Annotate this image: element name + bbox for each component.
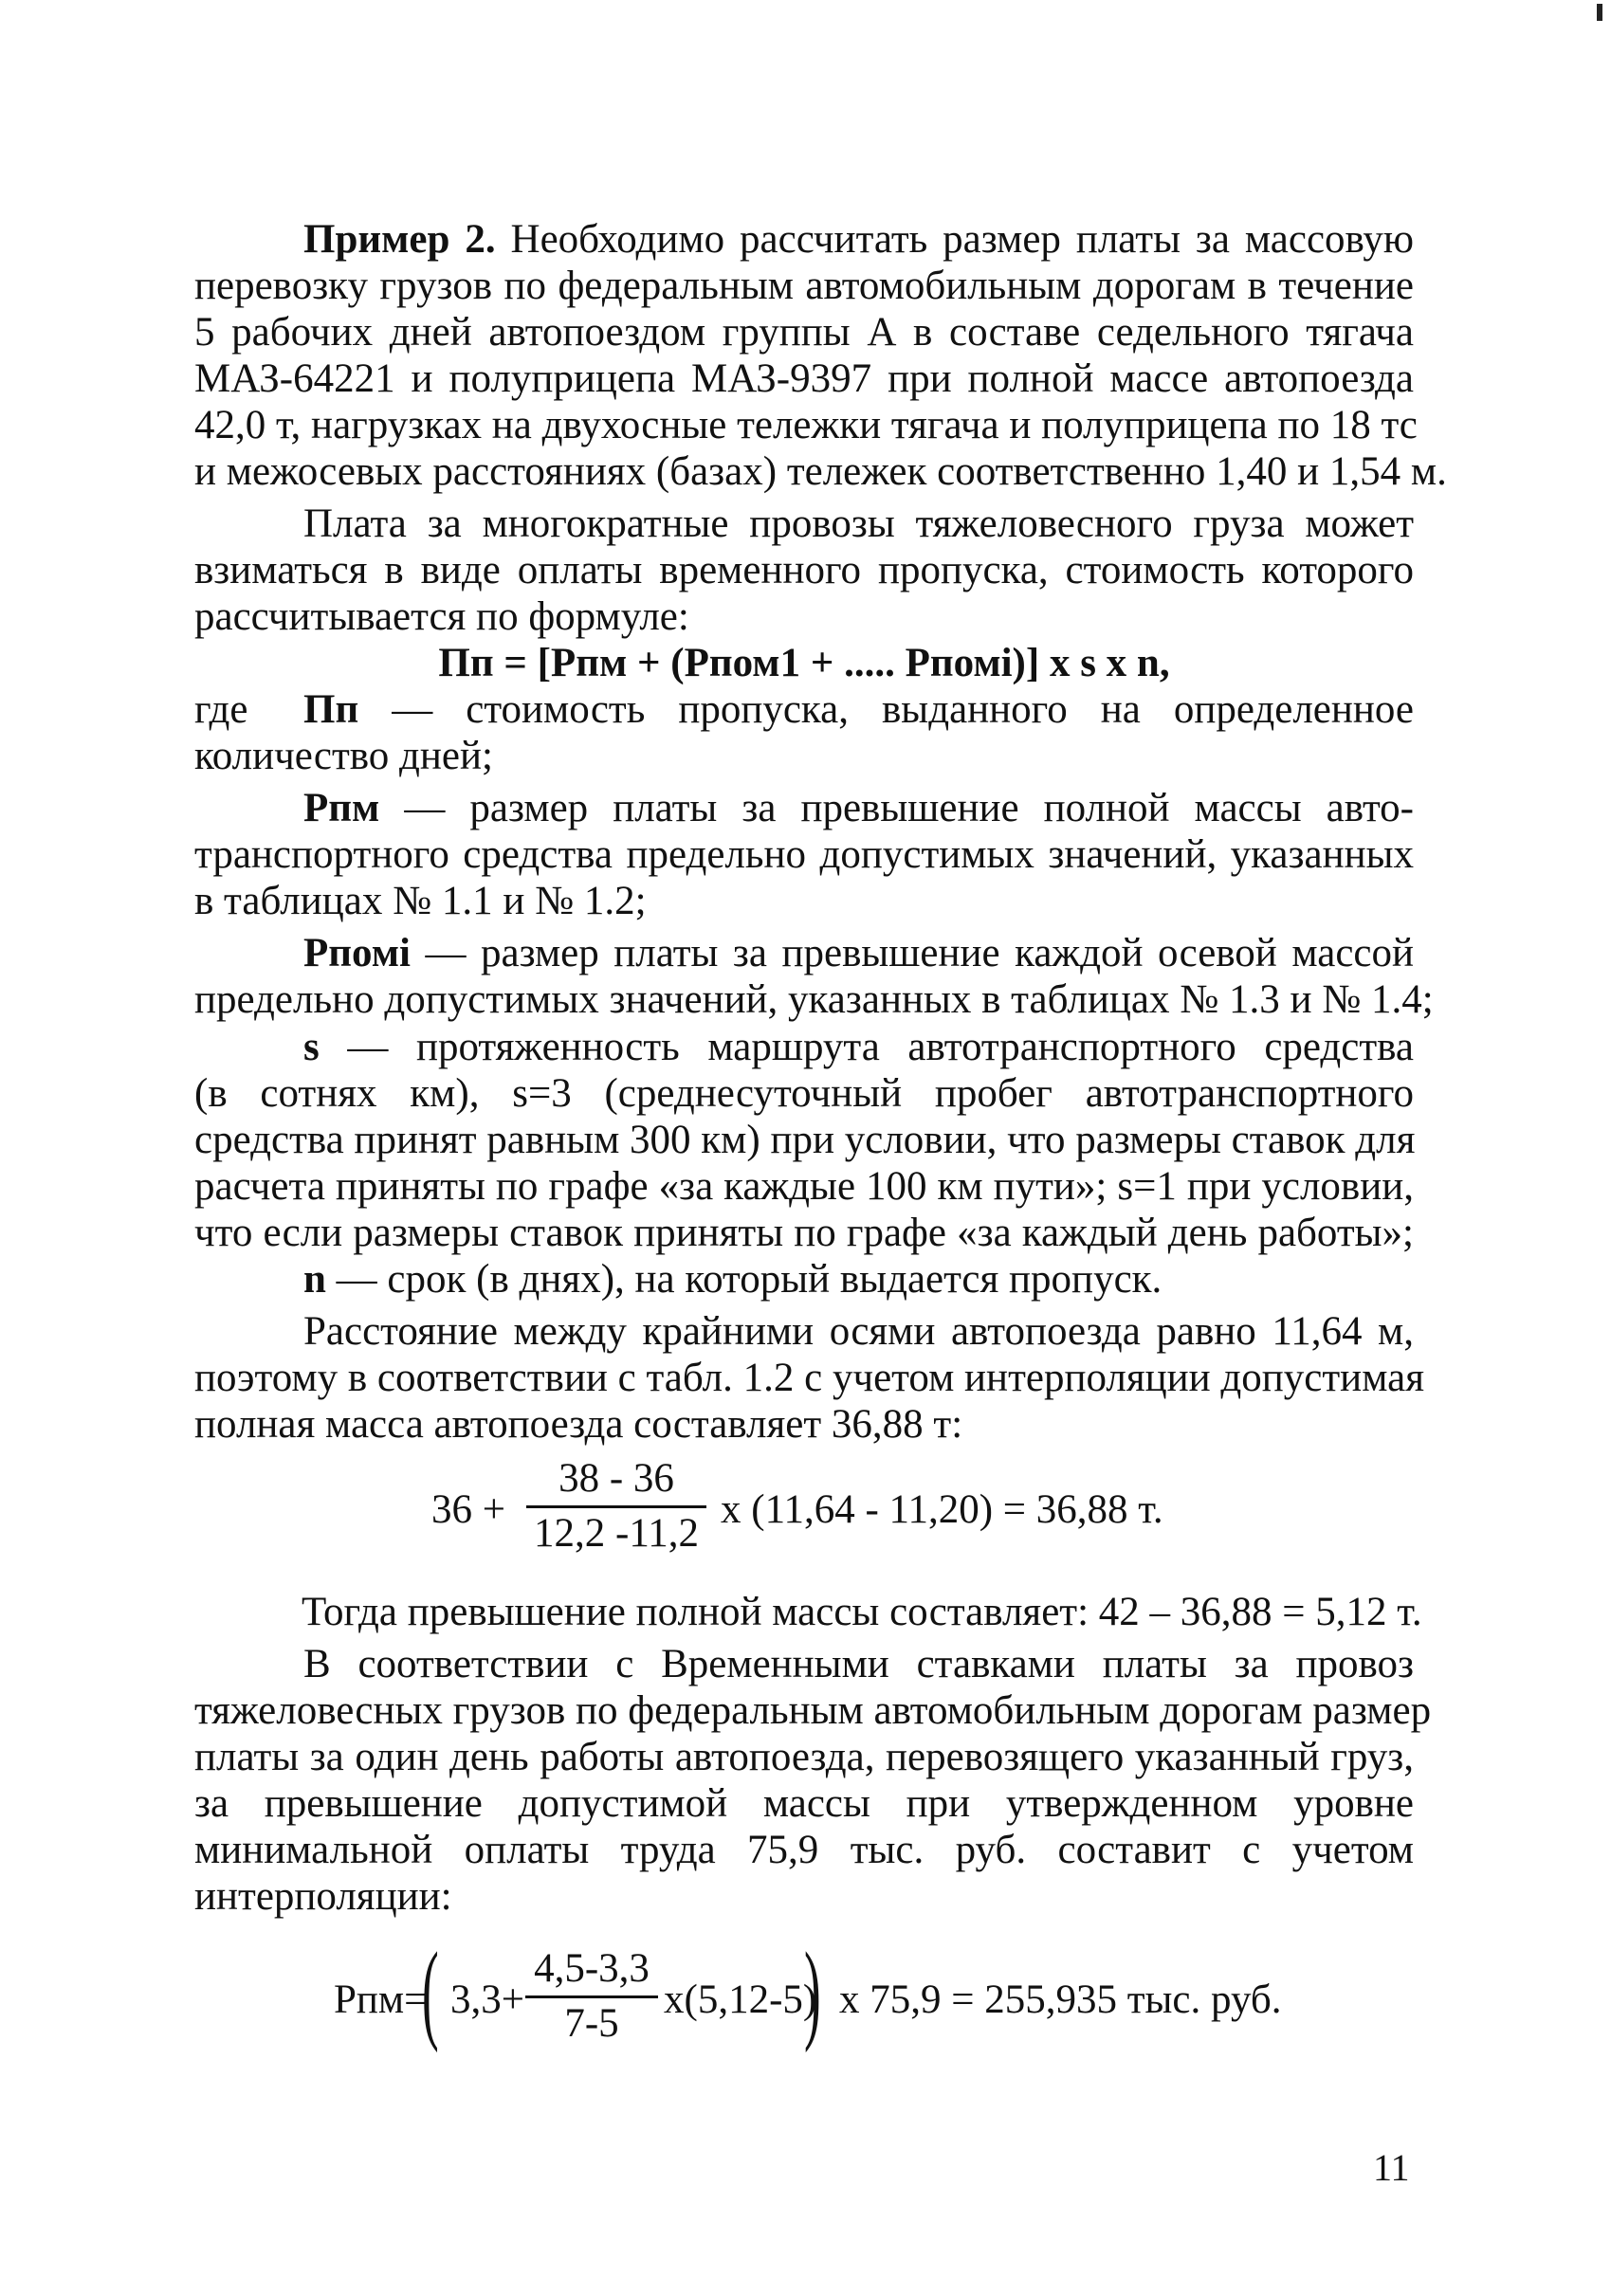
example-text-line: перевозку грузов по федеральным автомобильным дорогам в течение [194, 264, 1414, 308]
formula2-lead: Рпм= [334, 1977, 428, 2022]
example-text-line: и межосевых расстояниях (базах) тележек соответственно 1,40 и 1,54 м. [194, 449, 1447, 494]
definition-rpm-cont: в таблицах № 1.1 и № 1.2; [194, 879, 647, 923]
definition-s-cont: расчета приняты по графе «за каждые 100 км пути»; s=1 при условии, [194, 1164, 1414, 1209]
left-paren: ( [422, 1929, 439, 2053]
term-pp: Пп [303, 687, 359, 732]
formula1-fraction [526, 1455, 706, 1557]
definition-n [303, 1256, 1414, 1303]
rates-line: за превышение допустимой массы при утвержденном уровне [194, 1781, 1414, 1826]
definition-s-text: — протяженность маршрута автотранспортного средства [347, 1025, 1414, 1069]
intro-line: взиматься в виде оплаты временного пропуска, стоимость которого [194, 548, 1414, 592]
definition-rpomi [303, 930, 1414, 976]
where-word: где [194, 687, 248, 732]
definition-rpm [303, 785, 1414, 831]
distance-line: Расстояние между крайними осями автопоезда равно 11,64 м, [303, 1309, 1414, 1354]
fraction-bar [525, 1995, 658, 1998]
definition-pp-cont: количество дней; [194, 734, 493, 778]
definition-n-text: — срок (в днях), на который выдается пропуск. [336, 1257, 1162, 1302]
distance-line: поэтому в соответствии с табл. 1.2 с учетом интерполяции допустимая [194, 1356, 1424, 1400]
definition-rpm-cont: транспортного средства предельно допустимых значений, указанных [194, 832, 1414, 877]
definition-rpm-text: — размер платы за превышение полной массы авто- [404, 786, 1414, 830]
definition-s-cont: средства принят равным 300 км) при условии, что размеры ставок для [194, 1118, 1416, 1162]
page-number: 11 [1373, 2146, 1410, 2189]
scan-speck [1597, 4, 1602, 21]
intro-line [194, 593, 1414, 640]
intro-line: Плата за многократные провозы тяжеловесного груза может [303, 501, 1414, 546]
definition-s-cont: что если размеры ставок приняты по графе «за каждый день работы»; [194, 1211, 1414, 1255]
rates-line: тяжеловесных грузов по федеральным автомобильным дорогам размер [194, 1688, 1432, 1733]
excess-line: Тогда превышение полной массы составляет: 42 – 36,88 = 5,12 т. [302, 1590, 1422, 1634]
main-formula: Пп = [Рпм + (Рпом1 + ..... Рпомі)] x s x n, [438, 641, 1170, 685]
term-rpm: Рпм [303, 786, 380, 830]
rates-line: интерполяции: [194, 1874, 452, 1919]
formula2-numerator: 4,5-3,3 [534, 1946, 650, 1991]
rates-line: платы за один день работы автопоезда, перевозящего указанный груз, [194, 1735, 1414, 1779]
definition-rpomi-text: — размер платы за превышение каждой осевой массой [425, 931, 1415, 975]
example-first-line [303, 216, 1414, 263]
definition-s-cont: (в сотнях км), s=3 (среднесуточный пробег автотранспортного [194, 1071, 1414, 1116]
definition-s [303, 1024, 1414, 1070]
definition-pp-line [303, 686, 1414, 733]
term-s: s [303, 1025, 320, 1069]
rates-line: В соответствии с Временными ставками платы за провоз [303, 1642, 1414, 1686]
example-text-line: 42,0 т, нагрузках на двухосные тележки тягача и полуприцепа по 18 тс [194, 403, 1418, 447]
formula1-numerator: 38 - 36 [558, 1456, 674, 1501]
formula1-denominator: 12,2 -11,2 [534, 1511, 699, 1556]
definition-rpomi-cont: предельно допустимых значений, указанных в таблицах № 1.3 и № 1.4; [194, 977, 1434, 1022]
rates-line: минимальной оплаты труда 75,9 тыс. руб. составит с учетом [194, 1828, 1414, 1872]
formula1-lead: 36 + [431, 1487, 506, 1532]
formula2-fraction [525, 1945, 658, 2047]
term-n: n [303, 1257, 326, 1302]
formula1-tail: x (11,64 - 11,20) = 36,88 т. [721, 1487, 1163, 1532]
intro-line-text: рассчитывается по формуле: [194, 594, 689, 639]
formula2-mult: x(5,12-5) [664, 1977, 817, 2022]
formula2-base: 3,3+ [450, 1977, 525, 2022]
example-text-line: МАЗ-64221 и полуприцепа МАЗ-9397 при полной массе автопоезда [194, 356, 1414, 401]
formula2-denominator: 7-5 [564, 2001, 619, 2046]
distance-line: полная масса автопоезда составляет 36,88 т: [194, 1402, 963, 1447]
definition-pp-text: — стоимость пропуска, выданного на определенное [392, 687, 1414, 732]
formula2-tail: x 75,9 = 255,935 тыс. руб. [839, 1977, 1282, 2022]
term-rpomi: Рпомі [303, 931, 411, 975]
right-paren: ) [804, 1929, 821, 2053]
example-text-line: 5 рабочих дней автопоездом группы А в составе седельного тягача [194, 310, 1414, 355]
fraction-bar [526, 1505, 706, 1508]
example-text-line: Необходимо рассчитать размер платы за массовую [510, 217, 1414, 262]
example-label: Пример 2. [303, 217, 496, 262]
